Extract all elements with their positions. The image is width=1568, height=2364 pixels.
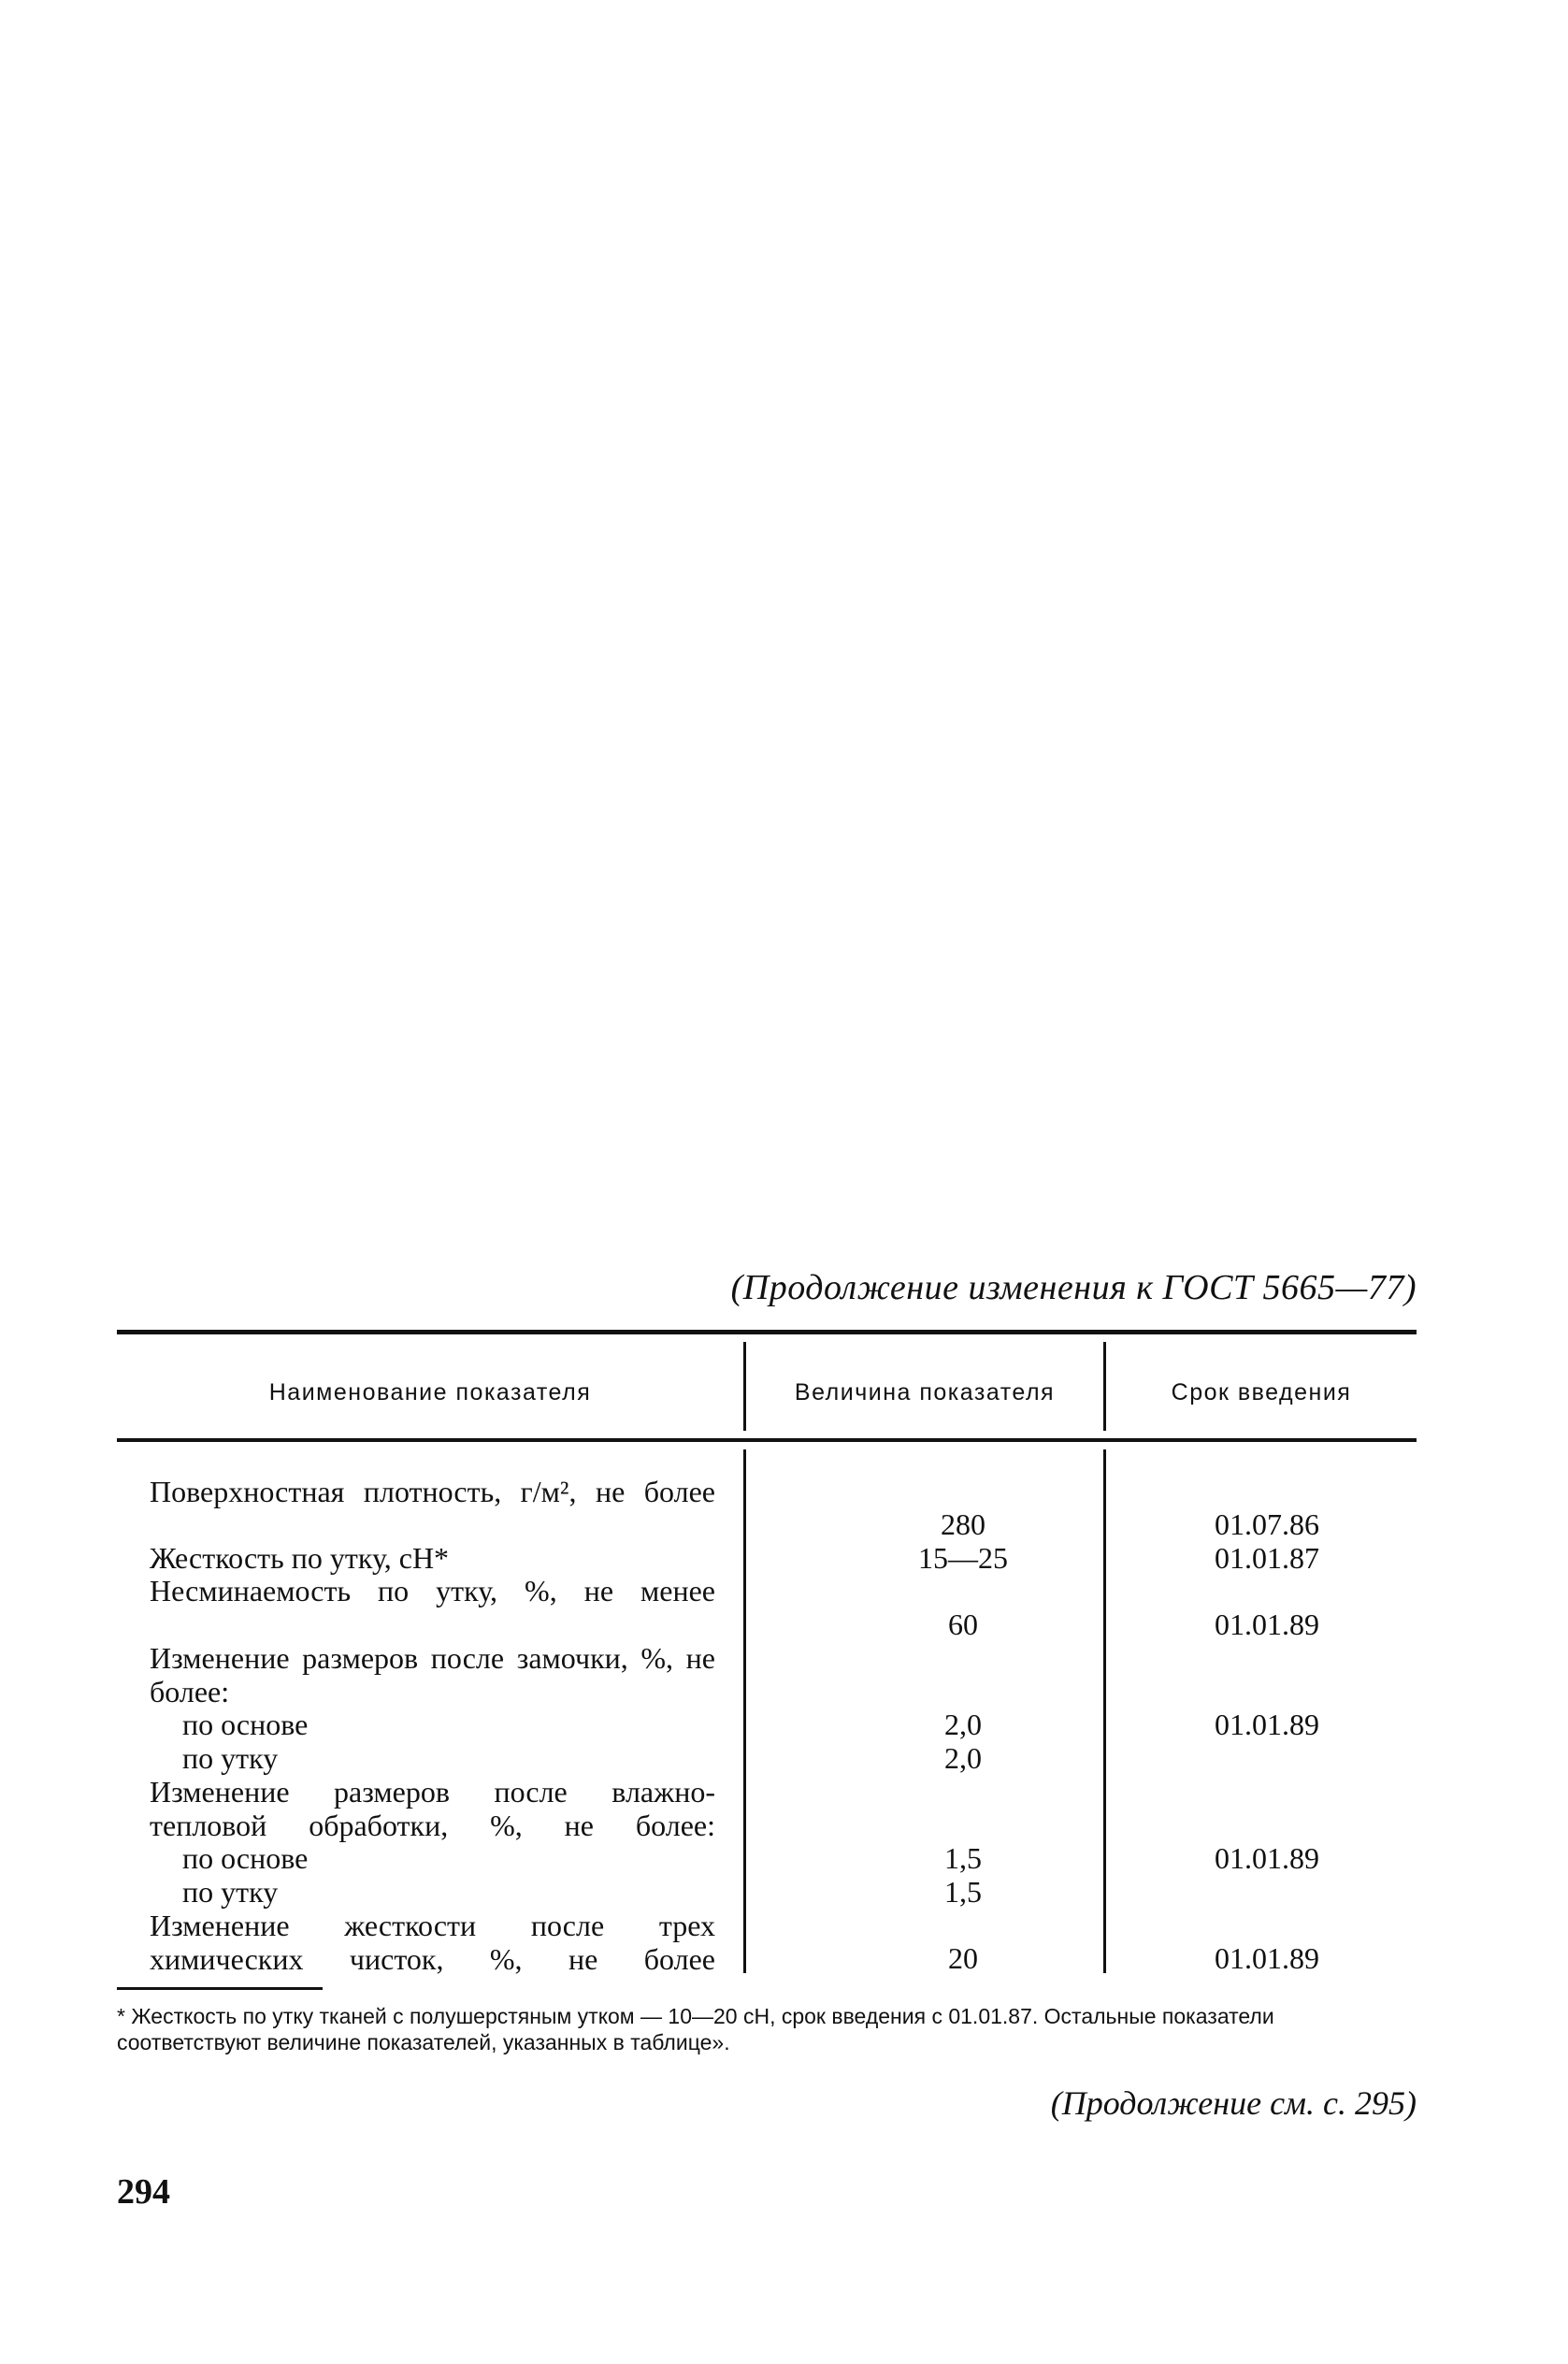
- table-row-name: Жесткость по утку, сН*: [150, 1541, 450, 1575]
- page-number: 294: [117, 2172, 170, 2212]
- table-row-value: 2,0: [944, 1741, 982, 1775]
- continued-note: (Продолжение см. с. 295): [1050, 2084, 1417, 2122]
- table-header-value: Величина показателя: [794, 1379, 1056, 1405]
- table-row-value: 1,5: [944, 1875, 982, 1909]
- table-row-value: 60: [948, 1607, 978, 1641]
- table-row-date: 01.01.89: [1215, 1941, 1319, 1975]
- table-row-name: Несминаемость по утку, %, не менее: [150, 1574, 715, 1607]
- table-row-date: 01.01.89: [1215, 1708, 1319, 1741]
- table-row-name: Изменение размеров после замочки, %, не более:: [150, 1641, 715, 1708]
- table-header-date: Срок введения: [1171, 1379, 1352, 1405]
- table-header-name: Наименование показателя: [268, 1379, 592, 1405]
- table-row-date: 01.07.86: [1215, 1507, 1319, 1541]
- page-header: (Продолжение изменения к ГОСТ 5665—77): [730, 1268, 1417, 1307]
- table-row-name: по основе: [182, 1841, 309, 1875]
- footnote-rule: [117, 1987, 323, 1990]
- table-row-value: 20: [948, 1941, 978, 1975]
- table-row-value: 15—25: [918, 1541, 1008, 1575]
- footnote: * Жесткость по утку тканей с полушерстяным утком — 10—20 сН, срок введения с 01.01.87. Остальные показатели соответствуют величине показателей, указанных в таблице».: [117, 2004, 1274, 2054]
- table-row-name: по основе: [182, 1708, 309, 1741]
- table-row-name: Изменение жесткости после трех химических чисток, %, не более: [150, 1909, 715, 1976]
- table-row-value: 1,5: [944, 1841, 982, 1875]
- table-top-rule: [117, 1330, 1417, 1334]
- table-row-date: 01.01.89: [1215, 1607, 1319, 1641]
- table-row-name: по утку: [182, 1875, 279, 1909]
- table-row-value: 280: [941, 1507, 985, 1541]
- table-row-date: 01.01.87: [1215, 1541, 1319, 1575]
- table-header-rule: [117, 1438, 1417, 1442]
- table-row-name: Поверхностная плотность, г/м², не более: [150, 1475, 715, 1508]
- table-row-name: по утку: [182, 1741, 279, 1775]
- table-row-value: 2,0: [944, 1708, 982, 1741]
- table-row-date: 01.01.89: [1215, 1841, 1319, 1875]
- table-row-name: Изменение размеров после влажно-тепловой обработки, %, не более:: [150, 1775, 715, 1842]
